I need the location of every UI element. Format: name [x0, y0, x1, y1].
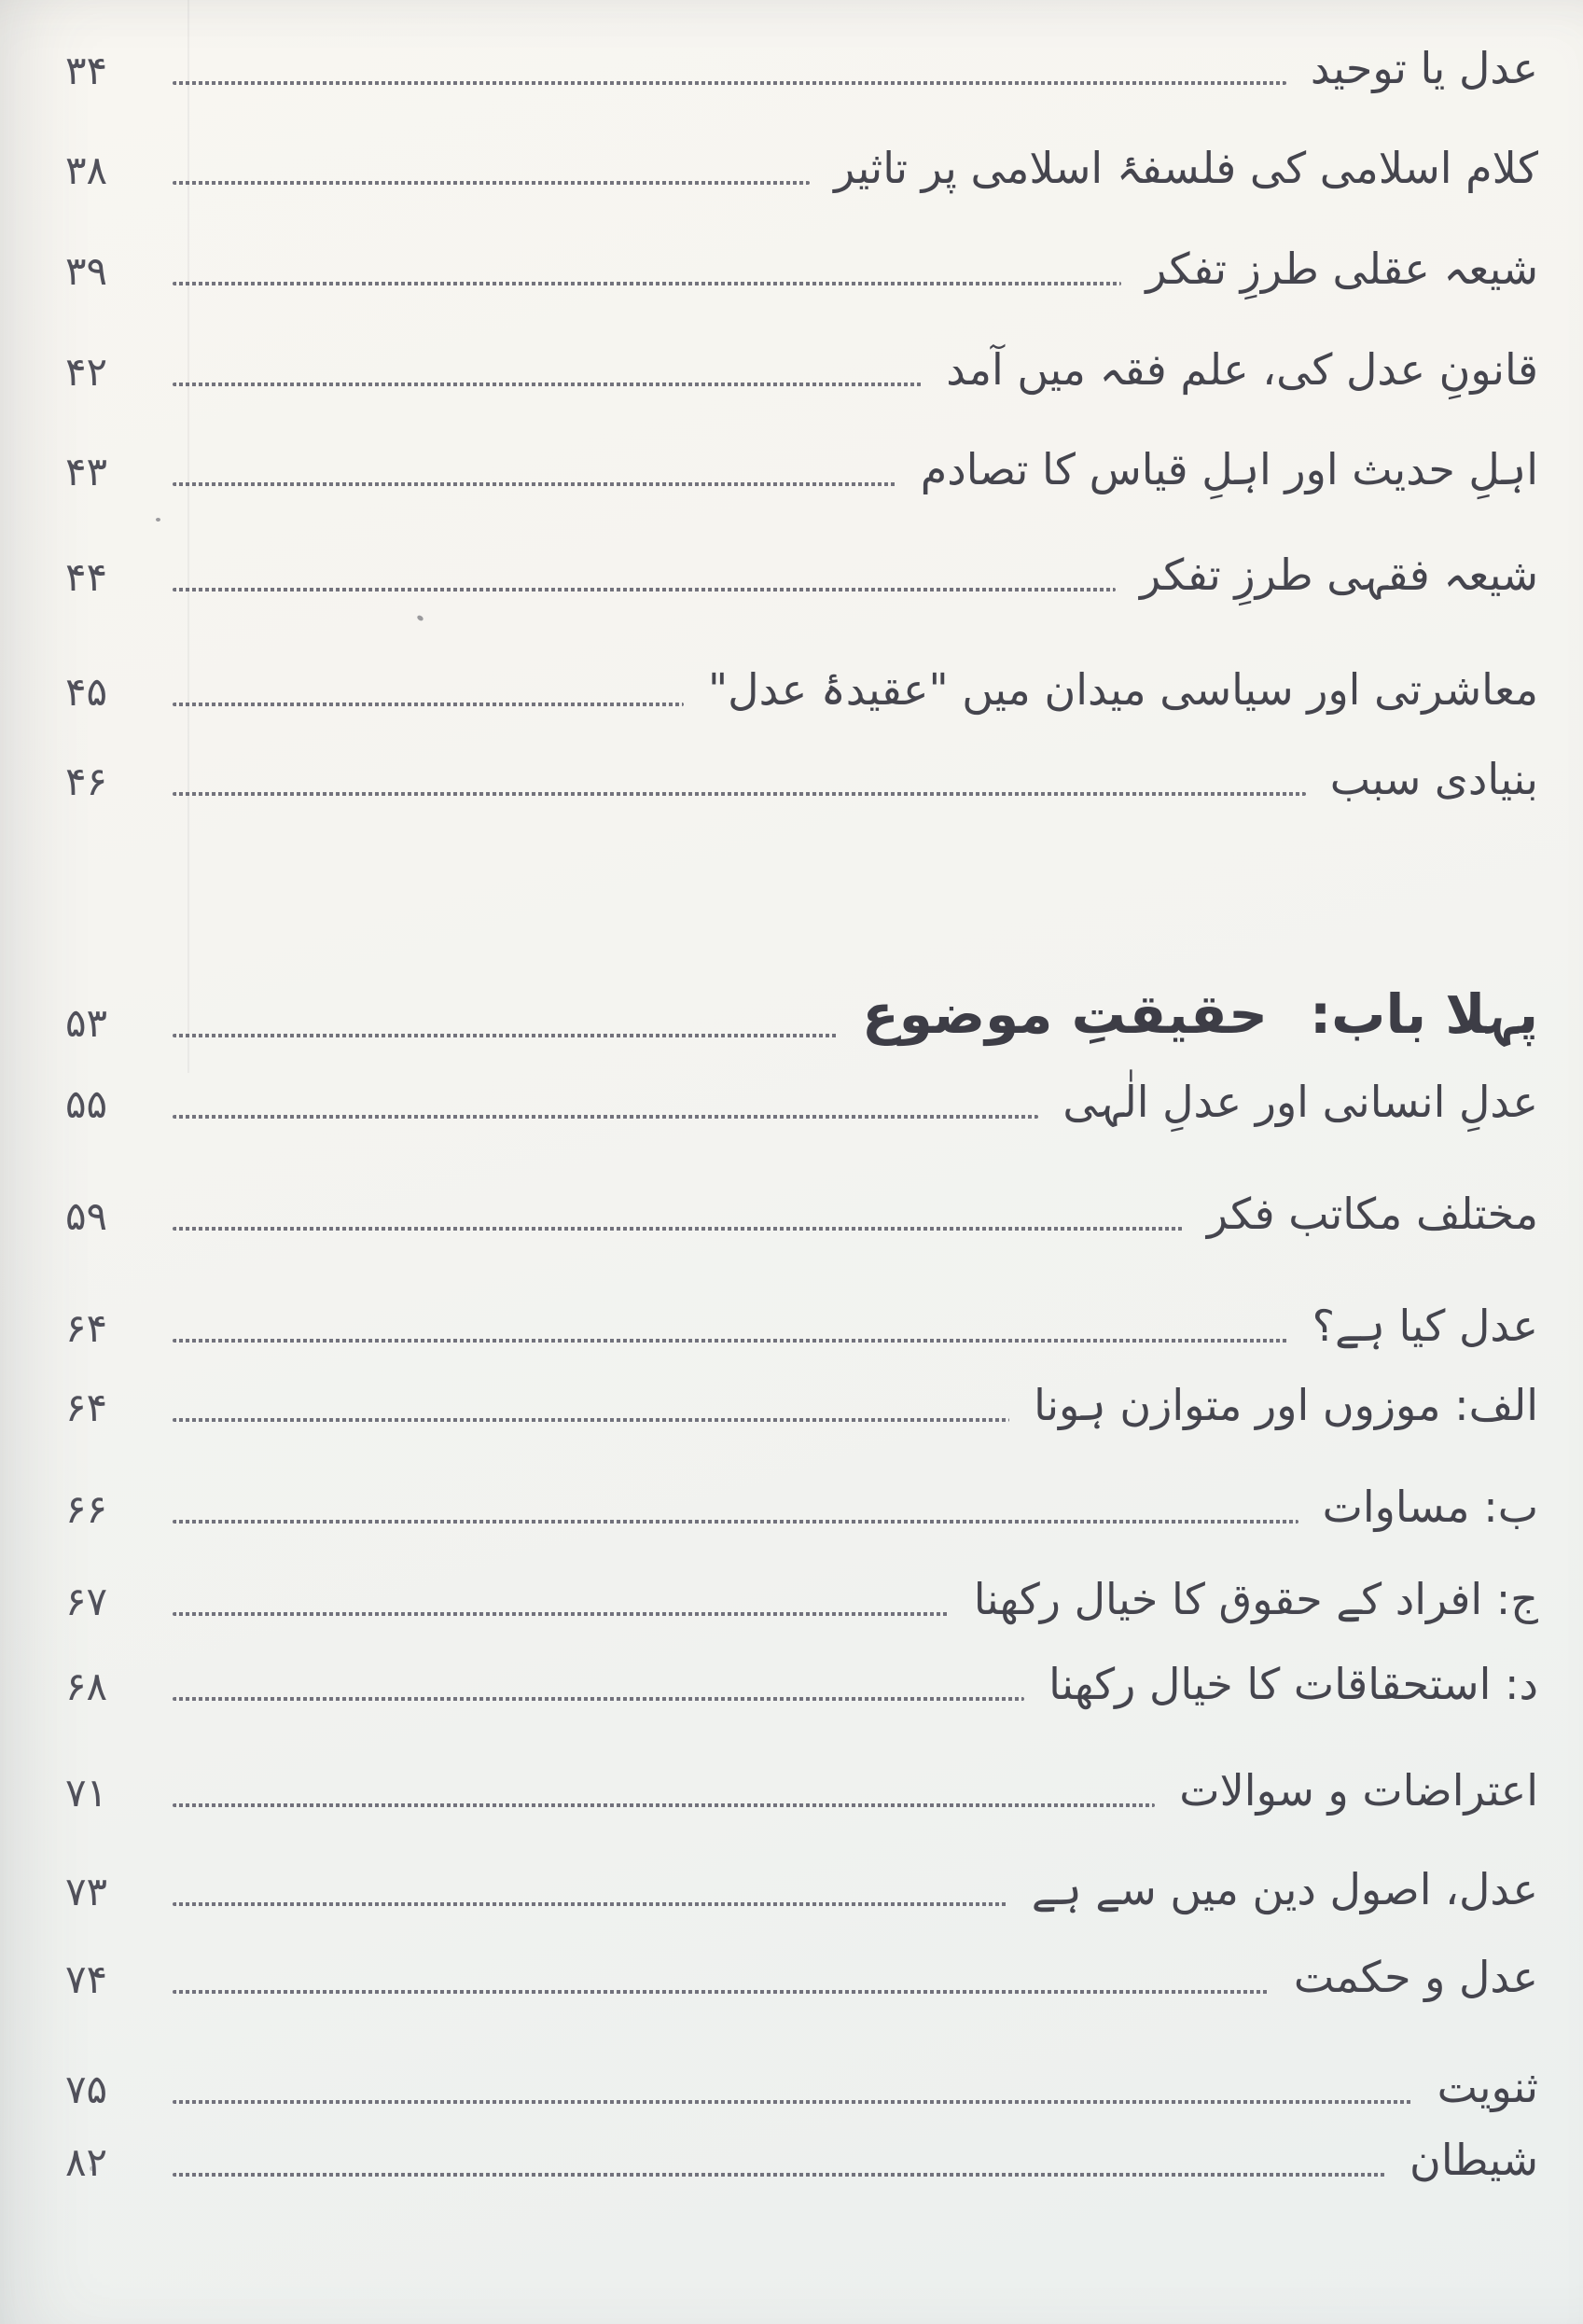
- toc-entry-title: د: استحقاقات کا خیال رکھنا: [1048, 1659, 1538, 1710]
- toc-page-number: ۵۹: [65, 1192, 108, 1239]
- toc-leader-line: [173, 1697, 1024, 1701]
- toc-row: [65, 219, 1538, 298]
- toc-entry-title: قانونِ عدل کی، علم فقہ میں آمد: [946, 344, 1538, 396]
- toc-page-number: ۷۱: [65, 1769, 108, 1816]
- toc-row: [65, 1276, 1538, 1355]
- toc-entry-title: شیطان: [1409, 2135, 1538, 2186]
- toc-leader-line: [173, 1418, 1009, 1422]
- scan-speck: [416, 614, 424, 621]
- toc-page-number: ۶۴: [65, 1384, 108, 1430]
- toc-entry-title: ثنویت: [1437, 2062, 1538, 2113]
- toc-leader-line: [173, 482, 896, 486]
- toc-row: [65, 2110, 1538, 2189]
- toc-page-number: ۶۷: [65, 1578, 108, 1624]
- toc-subrow: [65, 1550, 1538, 1628]
- toc-leader-line: [173, 81, 1286, 85]
- toc-row: [65, 19, 1538, 97]
- toc-row: [65, 1052, 1538, 1131]
- toc-entry-title: مختلف مکاتب فکر: [1206, 1189, 1538, 1240]
- toc-subrow: [65, 1457, 1538, 1536]
- toc-leader-line: [173, 2173, 1385, 2177]
- toc-leader-line: [173, 792, 1306, 796]
- toc-leader-line: [173, 703, 684, 706]
- toc-leader-line: [173, 1803, 1155, 1807]
- toc-leader-line: [173, 181, 810, 185]
- toc-row: [65, 1741, 1538, 1819]
- toc-page-number: ۶۶: [65, 1485, 108, 1532]
- toc-leader-line: [173, 2100, 1413, 2104]
- toc-subrow: [65, 1635, 1538, 1713]
- toc-row: [65, 320, 1538, 398]
- chapter-heading: [862, 980, 1538, 1050]
- toc-entry-title: شیعہ فقہی طرزِ تفکر: [1139, 550, 1538, 601]
- toc-leader-line: [173, 1520, 1298, 1524]
- toc-page-number: ۴۵: [65, 668, 108, 715]
- toc-entry-title: معاشرتی اور سیاسی میدان میں "عقیدۂ عدل": [708, 664, 1538, 716]
- toc-entry-title: ب: مساوات: [1322, 1482, 1538, 1533]
- toc-page-number: ۶۸: [65, 1663, 108, 1709]
- toc-row: [65, 640, 1538, 718]
- toc-row: [65, 525, 1538, 604]
- toc-leader-line: [173, 1115, 1038, 1119]
- toc-page-number: ۷۴: [65, 1955, 108, 2002]
- chapter-title: حقیقتِ موضوع: [862, 981, 1268, 1046]
- toc-entry-title: اعتراضات و سوالات: [1179, 1765, 1538, 1816]
- toc-page-number: ۴۳: [65, 448, 108, 494]
- toc-entry-title: عدل، اصول دین میں سے ہے: [1031, 1864, 1538, 1915]
- toc-entry-title: شیعہ عقلی طرزِ تفکر: [1146, 244, 1538, 295]
- toc-entry-title: بنیادی سبب: [1329, 754, 1538, 805]
- toc-page-number: ۷۵: [65, 2066, 108, 2112]
- toc-leader-line: [173, 1612, 950, 1616]
- toc-page-number: ۵۵: [65, 1080, 108, 1127]
- toc-leader-line: [173, 1990, 1270, 1994]
- toc-row: [65, 118, 1538, 197]
- toc-leader-line: [173, 588, 1116, 591]
- toc-page-number: ۴۴: [65, 553, 108, 600]
- toc-row: [65, 730, 1538, 808]
- toc-entry-title: الف: موزوں اور متوازن ہونا: [1034, 1380, 1538, 1431]
- toc-entry-title: ج: افراد کے حقوق کا خیال رکھنا: [973, 1574, 1538, 1625]
- chapter-label: پہلا باب:: [1309, 981, 1538, 1046]
- toc-page-number: ۳۹: [65, 247, 108, 294]
- toc-page-number: ۸۲: [65, 2138, 108, 2185]
- toc-entry-title: عدلِ انسانی اور عدلِ الٰہی: [1062, 1077, 1538, 1128]
- toc-page-number: ۳۸: [65, 146, 108, 193]
- toc-entry-title: عدل کیا ہے؟: [1312, 1301, 1538, 1352]
- toc-row: [65, 2038, 1538, 2116]
- toc-page-number: ۵۳: [65, 999, 108, 1046]
- toc-row: [65, 420, 1538, 498]
- toc-row: [65, 1927, 1538, 2006]
- toc-entry-title: اہلِ حدیث اور اہلِ قیاس کا تصادم: [920, 444, 1538, 495]
- toc-leader-line: [173, 1339, 1288, 1343]
- toc-leader-line: [173, 282, 1121, 285]
- toc-leader-line: [173, 1034, 838, 1037]
- toc-row: [65, 1164, 1538, 1243]
- toc-chapter-row: [65, 956, 1538, 1050]
- toc-row: [65, 1840, 1538, 1918]
- toc-page-number: ۳۴: [65, 47, 108, 93]
- toc-entry-title: عدل یا توحید: [1310, 43, 1538, 94]
- scan-speck: [156, 518, 160, 522]
- toc-page-number: ۴۲: [65, 348, 108, 395]
- toc-page-number: ۴۶: [65, 758, 108, 804]
- toc-entry-title: کلام اسلامی کی فلسفۂ اسلامی پر تاثیر: [834, 143, 1538, 194]
- toc-page-number: ۶۴: [65, 1304, 108, 1351]
- toc-leader-line: [173, 1227, 1183, 1231]
- toc-leader-line: [173, 1902, 1007, 1906]
- toc-leader-line: [173, 383, 922, 386]
- toc-entry-title: عدل و حکمت: [1293, 1952, 1538, 2003]
- toc-page-number: ۷۳: [65, 1868, 108, 1914]
- toc-subrow: [65, 1356, 1538, 1434]
